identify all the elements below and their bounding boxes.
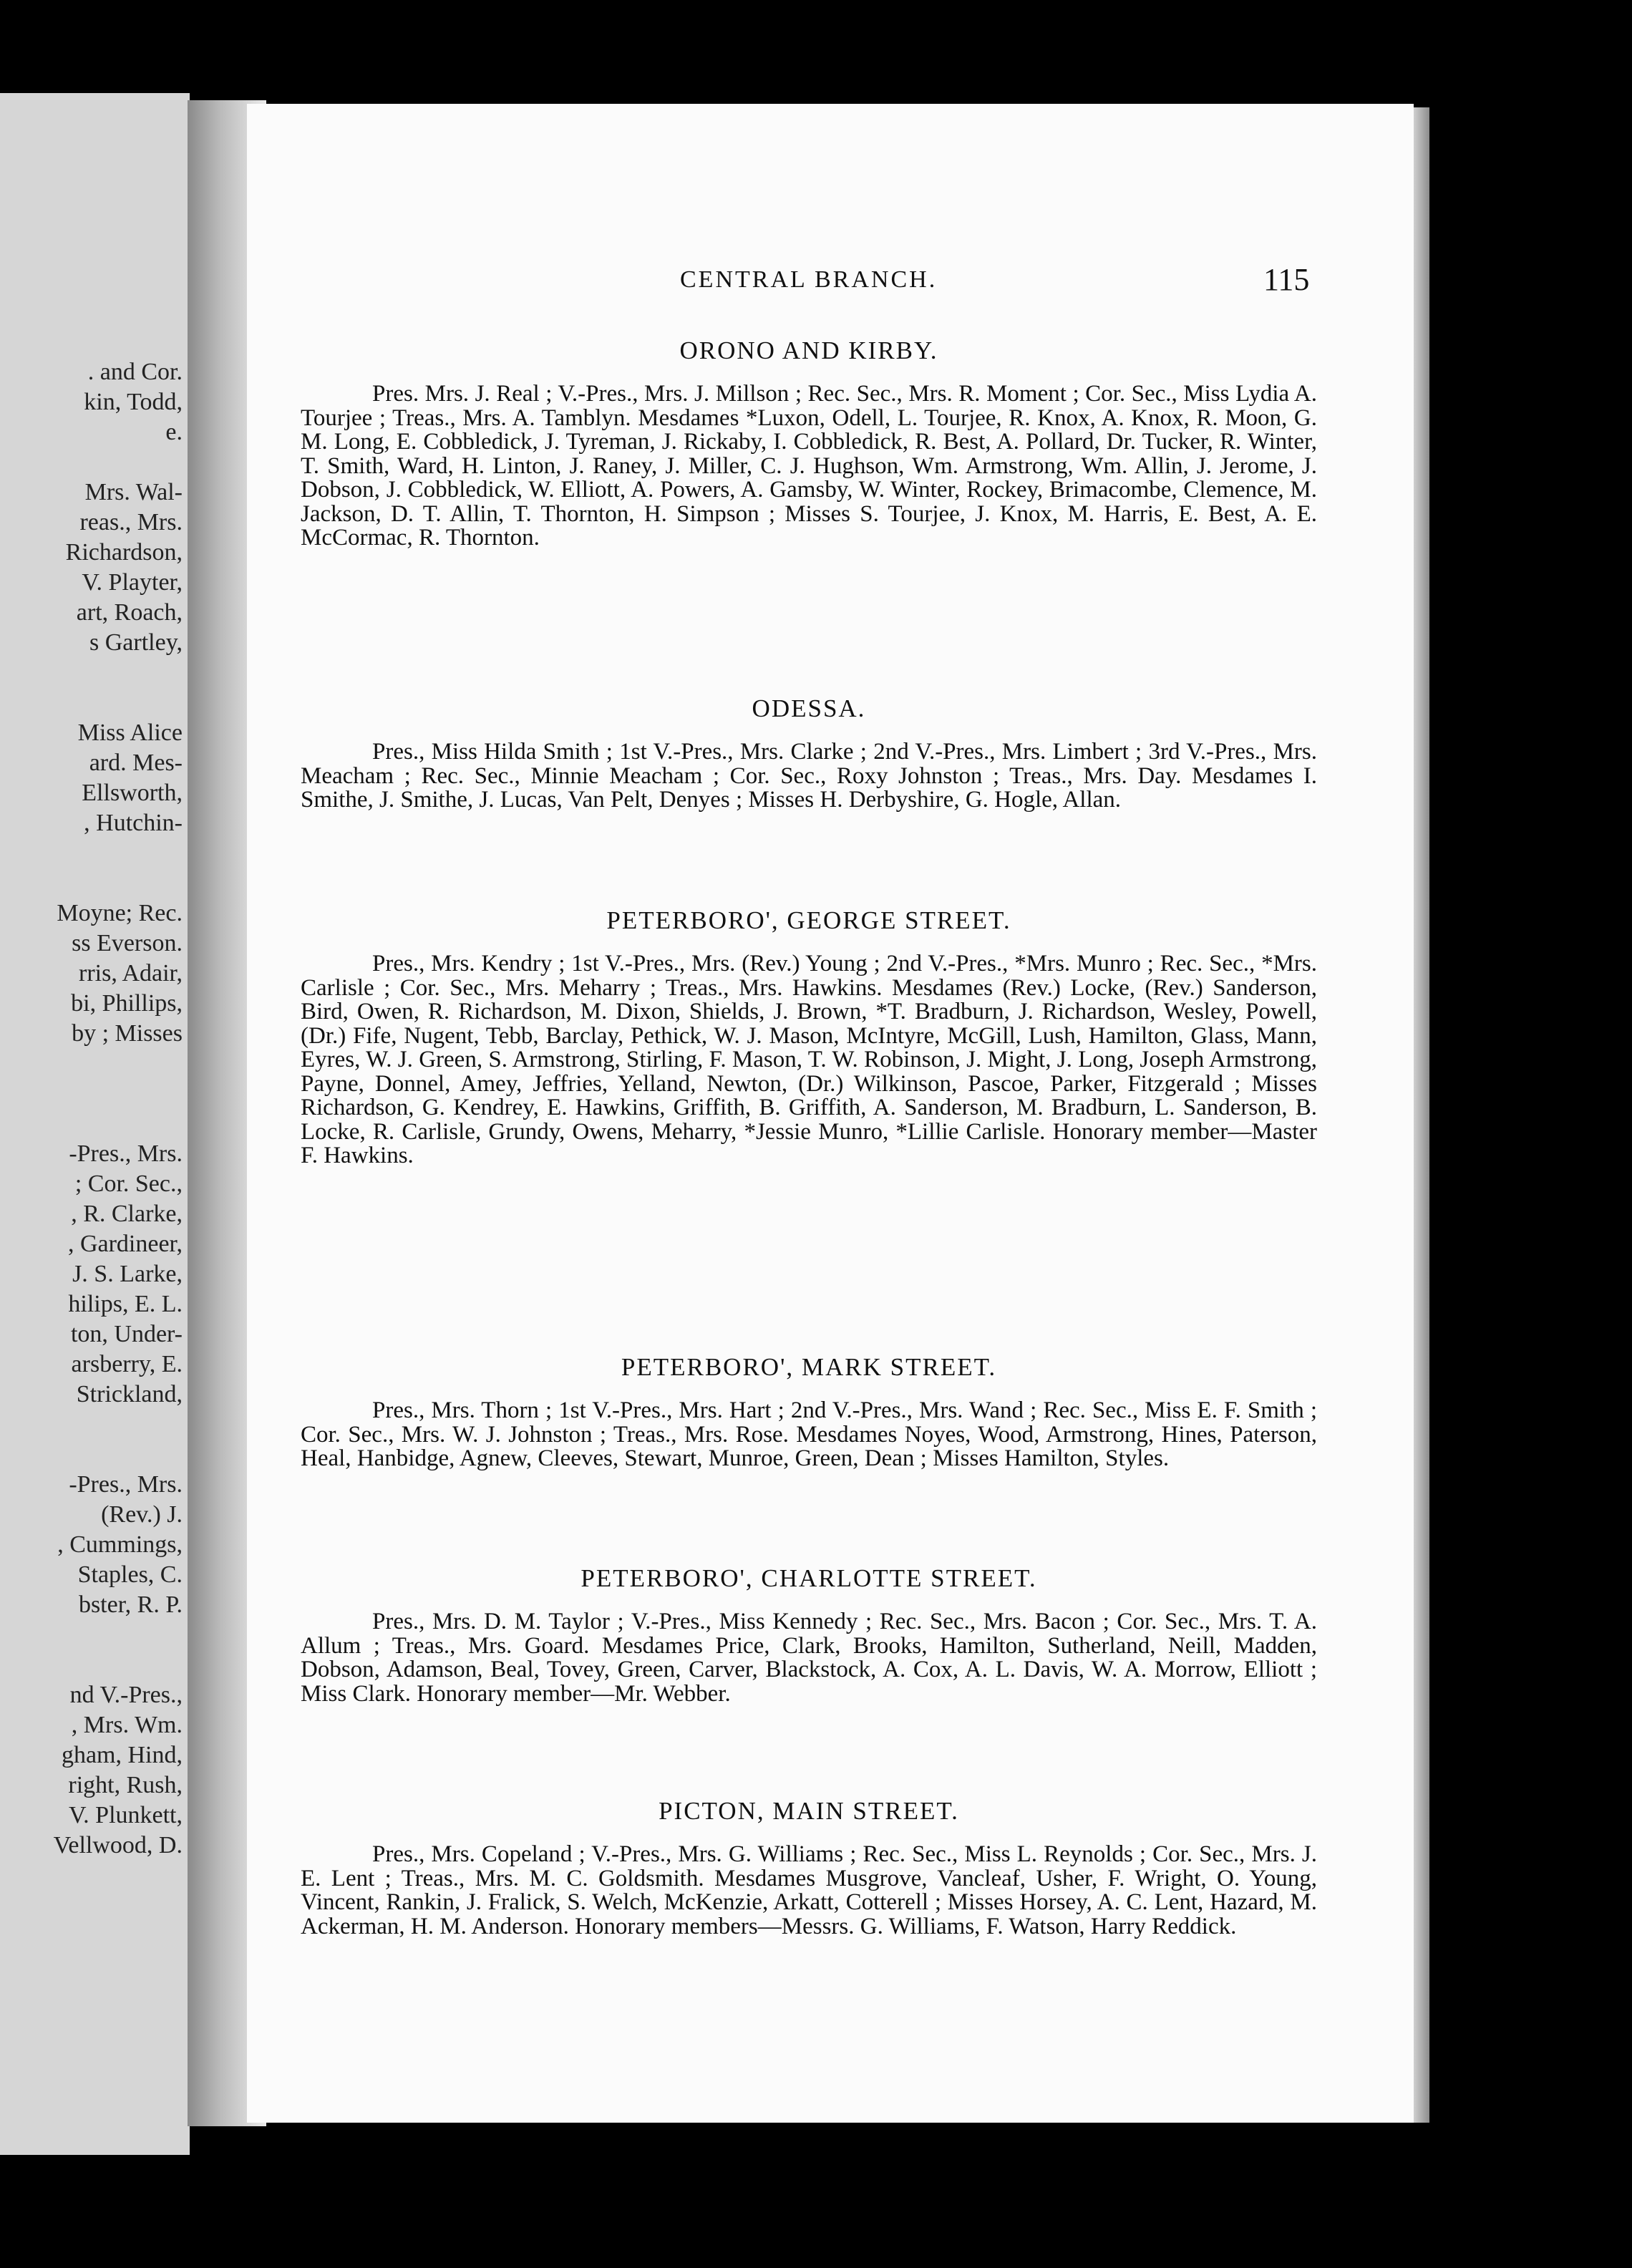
- left-page-line: J. S. Larke,: [72, 1261, 183, 1287]
- left-page-line: . and Cor.: [87, 359, 183, 385]
- section-text: Pres., Miss Hilda Smith ; 1st V.-Pres., Mrs. Clarke ; 2nd V.-Pres., Mrs. Limbert ; 3rd V.-Pres., Mrs. Meacham ; Rec. Sec., Minnie Meacham ; Cor. Sec., Roxy Johnston ; Treas., Mrs. Day. Mesdames I. Smithe, J. Smithe, J. Lucas, Van Pelt, Denyes ; Misses H. Derbyshire, G. Hogle, Allan.: [301, 739, 1317, 813]
- page-number: 115: [1263, 262, 1310, 297]
- left-page-line: kin, Todd,: [84, 389, 183, 415]
- left-page-line: , Gardineer,: [67, 1231, 183, 1257]
- page-edge: [1414, 107, 1429, 2123]
- left-page-line: right, Rush,: [68, 1772, 183, 1798]
- section-heading: PETERBORO', GEORGE STREET.: [606, 906, 1011, 934]
- section-heading: PETERBORO', MARK STREET.: [621, 1353, 997, 1381]
- running-head-title: CENTRAL BRANCH.: [680, 266, 938, 293]
- section-text: Pres., Mrs. D. M. Taylor ; V.-Pres., Miss Kennedy ; Rec. Sec., Mrs. Bacon ; Cor. Sec., Mrs. T. A. Allum ; Treas., Mrs. Goard. Mesdames Price, Clark, Brooks, Hamilton, Sutherland, Neill, Madden, Dobson, Adamson, Beal, Tovey, Green, Carver, Blackstock, A. Cox, A. L. Davis, W. A. Morrow, Elliott ; Miss Clark. Honorary member—Mr. Webber.: [301, 1609, 1317, 1707]
- left-page-line: , Hutchin-: [84, 810, 183, 836]
- left-facing-page: [0, 93, 190, 2155]
- left-page-line: Richardson,: [65, 539, 183, 566]
- left-page-line: bster, R. P.: [78, 1591, 183, 1618]
- left-page-line: art, Roach,: [76, 599, 183, 626]
- left-page-line: , R. Clarke,: [71, 1201, 183, 1227]
- left-page-line: bi, Phillips,: [71, 990, 183, 1017]
- section-odessa: [301, 694, 1317, 813]
- left-page-line: Mrs. Wal-: [84, 479, 183, 505]
- left-page-line: gham, Hind,: [61, 1742, 183, 1768]
- section-text: Pres. Mrs. J. Real ; V.-Pres., Mrs. J. Millson ; Rec. Sec., Mrs. R. Moment ; Cor. Sec., Miss Lydia A. Tourjee ; Treas., Mrs. A. Tamblyn. Mesdames *Luxon, Odell, L. Tourjee, R. Knox, A. Knox, R. Moon, G. M. Long, E. Cobbledick, J. Tyreman, J. Rickaby, I. Cobbledick, R. Best, A. Pollard, Dr. Tucker, R. Winter, T. Smith, Ward, H. Linton, J. Raney, J. Miller, C. J. Hughson, Wm. Armstrong, Wm. Allin, J. Jerome, J. Dobson, J. Cobbledick, W. Elliott, A. Powers, A. Gamsby, W. Winter, Rockey, Brimacombe, Clemence, M. Jackson, D. T. Allin, T. Thornton, H. Simpson ; Misses S. Tourjee, J. Knox, M. Harris, E. Best, A. E. McCormac, R. Thornton.: [301, 381, 1317, 551]
- section-text: Pres., Mrs. Thorn ; 1st V.-Pres., Mrs. Hart ; 2nd V.-Pres., Mrs. Wand ; Rec. Sec., Miss E. F. Smith ; Cor. Sec., Mrs. W. J. Johnston ; Treas., Mrs. Rose. Mesdames Noyes, Wood, Armstrong, Hines, Paterson, Heal, Hanbidge, Agnew, Cleeves, Stewart, Munroe, Green, Dean ; Misses Hamilton, Styles.: [301, 1397, 1317, 1471]
- section-peterboro-mark-street: [301, 1353, 1317, 1471]
- left-page-line: , Cummings,: [57, 1531, 183, 1558]
- left-page-line: Moyne; Rec.: [57, 900, 183, 926]
- left-page-line: by ; Misses: [72, 1020, 183, 1047]
- left-page-line: Ellsworth,: [82, 780, 183, 806]
- section-heading: PICTON, MAIN STREET.: [659, 1797, 959, 1825]
- section-peterboro-george-street: [301, 906, 1317, 1168]
- left-page-line: Staples, C.: [77, 1561, 183, 1588]
- section-picton-main-street: [301, 1797, 1317, 1939]
- section-peterboro-charlotte-street: [301, 1564, 1317, 1706]
- section-text: Pres., Mrs. Kendry ; 1st V.-Pres., Mrs. (Rev.) Young ; 2nd V.-Pres., *Mrs. Munro ; Rec. Sec., *Mrs. Carlisle ; Cor. Sec., Mrs. Meharry ; Treas., Mrs. Hawkins. Mesdames (Rev.) Locke, (Rev.) Sanderson, Bird, Owen, R. Richardson, M. Dixon, Shields, J. Brown, *T. Bradburn, J. Richardson, Wesley, Powell, (Dr.) Fife, Nugent, Tebb, Barclay, Pethick, W. J. Mason, McIntyre, McGill, Lush, Hamilton, Glass, Mann, Eyres, W. J. Green, S. Armstrong, Stirling, F. Mason, T. W. Robinson, J. Might, J. Long, Joseph Armstrong, Payne, Donnel, Amey, Jeffries, Yelland, Newton, (Dr.) Wilkinson, Pascoe, Parker, Fitzgerald ; Misses Richardson, G. Kendrey, E. Hawkins, Griffith, B. Griffith, A. Sanderson, M. Bradburn, L. Sanderson, B. Locke, R. Carlisle, Grundy, Owens, Meharry, *Jessie Munro, *Lillie Carlisle. Honorary member—Master F. Hawkins.: [301, 951, 1317, 1168]
- section-text: Pres., Mrs. Copeland ; V.-Pres., Mrs. G. Williams ; Rec. Sec., Miss L. Reynolds ; Cor. Sec., Mrs. J. E. Lent ; Treas., Mrs. M. C. Goldsmith. Mesdames Musgrove, Vancleaf, Usher, F. Wright, O. Young, Vincent, Rankin, J. Fralick, S. Welch, McKenzie, Arkatt, Cotterell ; Misses Horsey, A. C. Lent, Hazard, M. Ackerman, H. M. Anderson. Honorary members—Messrs. G. Williams, F. Watson, Harry Reddick.: [301, 1841, 1317, 1939]
- left-page-line: ard. Mes-: [89, 750, 183, 776]
- left-page-line: ss Everson.: [72, 930, 183, 956]
- left-page-line: ; Cor. Sec.,: [74, 1171, 183, 1197]
- left-page-line: reas., Mrs.: [79, 509, 183, 536]
- left-page-line: hilips, E. L.: [68, 1291, 183, 1317]
- left-page-line: V. Plunkett,: [68, 1802, 183, 1828]
- left-page-line: Strickland,: [76, 1381, 183, 1407]
- left-page-line: Vellwood, D.: [53, 1832, 183, 1858]
- section-heading: ODESSA.: [752, 694, 866, 722]
- left-page-line: nd V.-Pres.,: [69, 1682, 183, 1708]
- section-orono-and-kirby: [301, 336, 1317, 551]
- left-page-line: arsberry, E.: [71, 1351, 183, 1377]
- left-page-line: (Rev.) J.: [101, 1501, 183, 1528]
- left-page-line: e.: [165, 419, 183, 445]
- left-page-line: , Mrs. Wm.: [71, 1712, 183, 1738]
- left-page-line: Miss Alice: [77, 719, 183, 746]
- left-page-line: -Pres., Mrs.: [69, 1471, 183, 1498]
- left-page-line: -Pres., Mrs.: [69, 1140, 183, 1167]
- left-page-line: rris, Adair,: [79, 960, 183, 987]
- section-heading: ORONO AND KIRBY.: [679, 336, 938, 364]
- section-heading: PETERBORO', CHARLOTTE STREET.: [581, 1564, 1037, 1592]
- left-page-line: s Gartley,: [89, 629, 183, 656]
- left-page-line: V. Playter,: [82, 569, 183, 596]
- left-page-line: ton, Under-: [70, 1321, 183, 1347]
